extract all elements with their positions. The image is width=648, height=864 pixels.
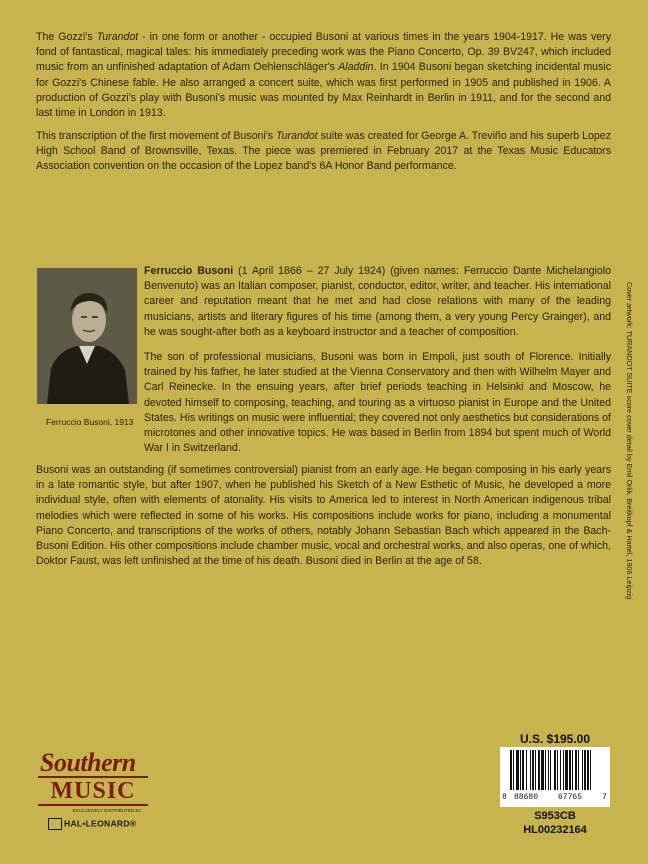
logo-distributed-text: EXCLUSIVELY DISTRIBUTED BY bbox=[72, 808, 142, 813]
barcode-digits-right: 67765 bbox=[558, 793, 583, 802]
bio-paragraph-2: The son of professional musicians, Busoni was born in Empoli, just south of Florence. Initially trained by his father, he later studied at the Vienna Conservatory and then with Wilhelm Mayer and Carl Reinecke. In the ensuing years, after brief periods teaching in Helsinki and Moscow, he devoted himself to composing, teaching, and touring as a virtuoso pianist in Europe and the United States. His writings on music were influential; they covered not only aesthetics but considerations of microtones and other innovative topics. He was based in Berlin from 1894 but spent much of World War I in Switzerland. bbox=[144, 351, 611, 455]
busoni-portrait-photo bbox=[37, 268, 137, 404]
barcode-digits-left: 88680 bbox=[514, 793, 539, 802]
intro-p1-title: Turandot bbox=[96, 31, 139, 43]
bio-paragraph-1 bbox=[144, 264, 611, 340]
logo-southern-text: Southern bbox=[40, 748, 136, 777]
intro-p2-text-b: suite was created for George A. Treviño and his superb Lopez High School Band of Brownsville, Texas. The piece was premiered in February 2017 at the Texas Music Educators Association convention on the occasion of the Lopez band's 6A Honor Band performance. bbox=[36, 130, 611, 173]
price-label: U.S. $195.00 bbox=[519, 732, 591, 746]
intro-paragraph-1 bbox=[36, 30, 611, 121]
logo-music-text: MUSIC bbox=[38, 776, 148, 806]
hal-leonard-text: HAL•LEONARD® bbox=[64, 818, 137, 829]
barcode-digit-lead: 8 bbox=[502, 793, 507, 802]
bio-name: Ferruccio Busoni bbox=[144, 265, 234, 277]
cover-artwork-credit: Cover artwork: TURANDOT SUITE score cover detail by Emil Orlik. Breitkopf & Hartel, 1906 Leipzig bbox=[625, 282, 634, 600]
bio-p1-text: (1 April 1866 – 27 July 1924) (given names: Ferruccio Dante Michelangiolo Benvenuto) was an Italian composer, pianist, conductor, editor, writer, and teacher. His international career and reputation meant that he met and had close relations with many of the leading musicians, artists and literary figures of his time (among them, a very young Percy Grainger), and he was sought-after both as a keyboard instructor and a teacher of composition. bbox=[144, 265, 611, 338]
hal-leonard-icon bbox=[48, 818, 62, 830]
intro-p1-text-b: - in one form or another - occupied Busoni at various times in the years 1904-1917. He was very fond of fantastical, magical tales: his immediately preceding work was the Piano Concerto, Op. 39 BV247, which included music from an unfinished adaptation of Adam Oehlenschläger's bbox=[36, 31, 612, 74]
barcode-bars-icon bbox=[500, 747, 610, 793]
bio-paragraph-3: Busoni was an outstanding (if sometimes controversial) pianist from an early age. He began composing in his early years in a late romantic style, but after 1907, when he published his Sketch of a New Esthetic of Music, he developed a more individual style, often with elements of atonality. His visits to America led to interest in North American indigenous tribal melodies which were reflected in some of his works. His compositions include works for piano, including a monumental Piano Concerto, and transcriptions of the works of others, notably Johann Sebastian Bach which appeared in the Bach-Busoni Edition. His other compositions include chamber music, vocal and orchestral works, and also operas, one of which, Doktor Faust, was left unfinished at the time of his death. Busoni died in Berlin at the age of 58. bbox=[36, 464, 611, 568]
barcode bbox=[500, 747, 610, 807]
intro-p1-text-c: . In 1904 Busoni began sketching incidental music for Gozzi's Chinese fable. He also arranged a concert suite, which was first performed in 1905 and published in 1906. A production of Gozzi's play with Busoni's music was mounted by Max Reinhardt in Berlin in 1911, and for the second and last time in London in 1913. bbox=[36, 61, 611, 120]
photo-caption: Ferruccio Busoni, 1913 bbox=[46, 417, 134, 427]
catalog-code: S953CB bbox=[534, 810, 576, 822]
intro-p1-aladdin: Aladdin bbox=[338, 61, 374, 74]
intro-p2-text-a: This transcription of the first movement of Busoni's bbox=[36, 130, 276, 142]
intro-paragraph-2 bbox=[36, 129, 611, 175]
hal-leonard-logo bbox=[48, 818, 136, 830]
barcode-digit-trail: 7 bbox=[602, 793, 607, 802]
hal-leonard-code: HL00232164 bbox=[523, 824, 587, 836]
southern-music-logo bbox=[38, 748, 162, 832]
intro-p2-title: Turandot bbox=[275, 130, 318, 142]
intro-p1-text-a: The Gozzi's bbox=[36, 31, 97, 43]
